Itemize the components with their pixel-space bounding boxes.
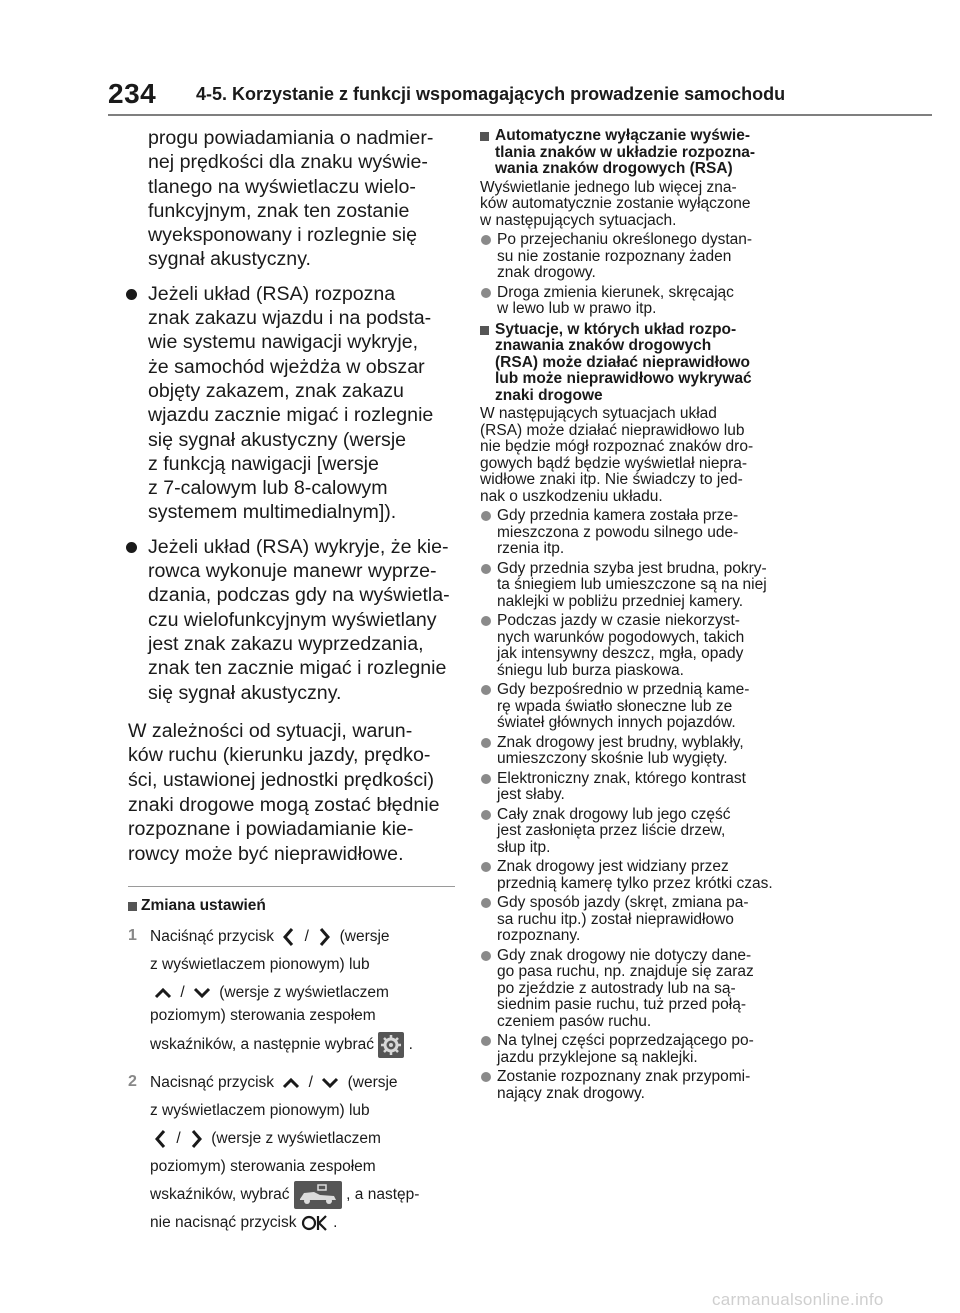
step-text: . [333,1214,338,1232]
heading-text [495,322,752,405]
text-line: mieszczona z powodu silnego ude- [497,523,739,541]
text-line: nych warunków pogodowych, takich [497,628,745,646]
text-line: funkcyjnym, znak ten zostanie [148,199,410,222]
bullet-dot [481,738,491,748]
text-line: w następujących sytuacjach. [480,211,677,229]
bullet-item [480,735,810,768]
bullet-item [480,948,810,1031]
text-line: tlanego na wyświetlaczu wielo- [148,175,416,198]
step-2 [120,1069,455,1237]
chevron-right-icon [185,1127,207,1151]
text-line: się sygnał akustyczny (wersje [148,428,407,451]
heading-square-icon [480,326,489,335]
text-line: z 7-calowym lub 8-calowym [148,477,388,500]
text-line: świateł głównych innych pojazdów. [497,714,736,731]
text-line: jest zasłonięta przez liście drzew, [497,822,726,839]
bullet-dot [481,1036,491,1046]
text-line: w lewo lub w prawo itp. [497,300,657,317]
slash: / [308,1074,313,1092]
bullet-text [497,285,810,318]
bullet-dot [481,1072,491,1082]
text-line: sygnał akustyczny. [148,248,311,271]
bullet-text [497,735,810,768]
gear-icon [378,1032,404,1058]
text-line: wania znaków drogowych (RSA) [495,160,733,177]
heading-square-icon [128,902,137,911]
bullet-item [480,1069,810,1102]
chevron-up-icon [278,1073,304,1093]
bullet-item [480,771,810,804]
step-text: poziomym) sterowania zespołem [150,1158,376,1176]
heading-malfunction [480,322,810,405]
text-line: jak intensywny deszcz, mgła, opady [497,645,744,662]
text-line: systemem multimedialnym]). [148,501,397,524]
text-line: znak zakazu wjazdu i na podsta- [148,307,432,330]
text-line: czeniem pasów ruchu. [497,1012,652,1030]
step-text: nie nacisnąć przycisk [150,1214,297,1232]
bullet-text [497,1069,810,1102]
text-line: ści, ustawionej jednostki prędkości) [128,769,435,792]
bullet-item [480,895,810,945]
bullet-text [497,859,810,892]
text-line: Cały znak drogowy lub jego część [497,805,731,823]
text-line: rozpoznany. [497,927,581,944]
text-line: gowych bądź będzie wyświetlał niepra- [480,454,748,472]
section-title: 4-5. Korzystanie z funkcji wspomagających prowadzenie samochodu [196,84,786,104]
step-1 [120,923,455,1059]
text-line: przednią kamerę tylko przez krótki czas. [497,874,773,892]
step-text: poziomym) sterowania zespołem [150,1007,376,1025]
bullet-dot [481,616,491,626]
ok-button-icon [301,1213,329,1233]
text-line: jest znak zakazu wyprzedzania, [148,632,424,655]
text-line: Elektroniczny znak, którego kontrast [497,769,746,787]
text-line: jest słaby. [497,786,565,803]
text-line: ków ruchu (kierunku jazdy, prędko- [128,744,431,767]
bullet-no-overtaking [120,535,455,705]
bullet-text [148,282,455,525]
bullet-text [497,561,810,611]
step-text: Naciśnąć przycisk [150,928,275,946]
text-line: go pasa ruchu, np. znajduje się zaraz [497,963,754,980]
bullet-item [480,859,810,892]
text-line: su nie zostanie rozpoznany żaden [497,247,732,265]
malfunction-bullets [480,508,810,1102]
bullet-no-entry [120,282,455,525]
bullet-text [497,895,810,945]
bullet-dot [481,774,491,784]
bullet-item [480,613,810,679]
text-line: znaki drogowe mogą zostać błędnie [128,793,440,816]
heading-square-icon [480,132,489,141]
bullet-text [497,771,810,804]
text-line: Jeżeli układ (RSA) rozpozna [148,282,396,305]
text-line: Podczas jazdy w czasie niekorzyst- [497,612,740,629]
continuation-text [120,126,455,272]
text-line: progu powiadamiania o nadmier- [148,127,434,149]
bullet-dot [481,898,491,908]
bullet-dot [126,542,137,553]
heading-auto-off [480,128,810,178]
bullet-item [480,807,810,857]
text-line: Gdy bezpośrednio w przednią kame- [497,681,750,698]
header-rule [108,114,932,116]
chevron-right-icon [313,925,335,949]
text-line: Po przejechaniu określonego dystan- [497,231,753,248]
bullet-dot [481,511,491,521]
text-line: Gdy sposób jazdy (skręt, zmiana pa- [497,894,749,911]
text-line: nający znak drogowy. [497,1084,645,1102]
malfunction-intro [480,406,810,505]
text-line: Wyświetlanie jednego lub więcej zna- [480,178,737,196]
text-line: Jeżeli układ (RSA) wykryje, że kie- [148,535,449,558]
bullet-text [497,1033,810,1066]
text-line: naklejki w pobliżu przedniej kamery. [497,592,744,610]
text-line: nej prędkości dla znaku wyświe- [148,151,428,174]
text-line: wjazdu zacznie migać i rozlegnie [148,404,434,427]
bullet-dot [481,288,491,298]
text-line: znaki drogowe [495,386,603,404]
text-line: lub może nieprawidłowo wykrywać [495,370,752,387]
step-number: 2 [128,1073,137,1091]
text-line: czu wielofunkcyjnym wyświetlany [148,608,437,631]
text-line: znak drogowy. [497,264,596,281]
bullet-dot [481,685,491,695]
text-line: tlania znaków w układzie rozpozna- [495,143,756,161]
left-column [120,126,455,1237]
text-line: rowcy może być nieprawidłowe. [128,842,404,865]
text-line: Znak drogowy jest brudny, wyblakły, [497,733,744,751]
text-line: sa ruchu itp.) został nieprawidłowo [497,910,734,928]
step-text: , a następ- [346,1186,420,1204]
text-line: się sygnał akustyczny. [148,681,342,704]
page-number: 234 [108,78,157,109]
text-line: Na tylnej części poprzedzającego po- [497,1032,754,1049]
bullet-text [497,948,810,1031]
text-line: Gdy znak drogowy nie dotyczy dane- [497,946,752,964]
step-text: Nacisnąć przycisk [150,1074,275,1092]
step-text: z wyświetlaczem pionowym) lub [150,956,370,974]
bullet-dot [481,951,491,961]
bullet-item [480,682,810,732]
text-line: ta śniegiem lub umieszczone są na niej [497,576,767,593]
text-line: że samochód wjeżdża w obszar [148,355,425,378]
step-text: z wyświetlaczem pionowym) lub [150,1102,370,1120]
slash: / [304,928,309,946]
text-line: wie systemu nawigacji wykryje, [148,331,419,354]
bullet-dot [481,235,491,245]
text-line: z funkcją nawigacji [wersje [148,452,379,475]
text-line: W następujących sytuacjach układ [480,405,717,422]
text-line: rzenia itp. [497,540,565,557]
bullet-dot [481,564,491,574]
auto-off-bullets [480,232,810,318]
text-line: Sytuacje, w których układ rozpo- [495,320,737,338]
bullet-dot [126,289,137,300]
recognition-note [120,719,455,867]
text-line: rowca wykonuje manewr wyprze- [148,560,437,583]
step-text: (wersje [347,1074,398,1092]
text-line: widłowe znaki itp. Nie świadczy to jed- [480,471,743,488]
car-sign-icon [294,1181,342,1209]
text-line: W zależności od sytuacji, warun- [128,719,413,742]
bullet-item [480,508,810,558]
text-line: Zostanie rozpoznany znak przypomi- [497,1068,751,1085]
chevron-down-icon [189,983,215,1003]
bullet-dot [481,862,491,872]
text-line: Gdy przednia kamera została prze- [497,507,739,524]
bullet-text [497,232,810,282]
text-line: siednim pasie ruchu, tuż przed połą- [497,996,746,1013]
chevron-down-icon [317,1073,343,1093]
text-line: słup itp. [497,838,551,856]
text-line: znak ten zacznie migać i rozlegnie [148,657,447,680]
bullet-text [497,682,810,732]
step-text: wskaźników, wybrać [150,1186,290,1204]
bullet-text [497,613,810,679]
text-line: nie będzie mógł rozpoznać znaków dro- [480,438,754,455]
text-line: wyeksponowany i rozlegnie się [148,224,418,247]
text-line: nak o uszkodzeniu układu. [480,487,663,505]
slash: / [176,1130,181,1148]
section-divider [128,886,455,887]
text-line: Znak drogowy jest widziany przez [497,858,729,875]
bullet-text [148,535,455,705]
text-line: ków automatycznie zostanie wyłączone [480,195,751,212]
step-text: (wersje [339,928,390,946]
text-line: objęty zakazem, znak zakazu [148,379,404,402]
settings-heading [128,897,455,915]
bullet-item [480,232,810,282]
heading-text [495,128,755,178]
bullet-item [480,561,810,611]
text-line: śniegu lub burza piaskowa. [497,661,684,679]
step-text: (wersje z wyświetlaczem [219,984,389,1002]
text-line: rozpoznane i powiadamianie kie- [128,818,414,841]
text-line: Gdy przednia szyba jest brudna, pokry- [497,559,767,577]
bullet-text [497,807,810,857]
text-line: rę wpada światło słoneczne lub ze [497,697,733,715]
chevron-left-icon [150,1127,172,1151]
text-line: Droga zmienia kierunek, skręcając [497,283,734,301]
text-line: znawania znaków drogowych [495,337,712,354]
watermark: carmanualsonline.info [712,1290,884,1309]
text-line: po zjeździe z autostrady lub na są- [497,979,736,997]
bullet-text [497,508,810,558]
bullet-item [480,1033,810,1066]
chevron-left-icon [278,925,300,949]
auto-off-intro [480,180,810,230]
step-text: (wersje z wyświetlaczem [211,1130,381,1148]
step-text: . [408,1036,413,1054]
text-line: umieszczony skośnie lub wygięty. [497,750,728,767]
slash: / [180,984,185,1002]
text-line: (RSA) może działać nieprawidłowo [495,353,750,371]
chevron-up-icon [150,983,176,1003]
page-header [0,0,960,120]
text-line: (RSA) może działać nieprawidłowo lub [480,421,745,439]
step-text: wskaźników, a następnie wybrać [150,1036,375,1054]
bullet-item [480,285,810,318]
settings-heading-text: Zmiana ustawień [141,897,266,915]
text-line: Automatyczne wyłączanie wyświe- [495,127,750,144]
text-line: jazdu przyklejone są naklejki. [497,1048,698,1066]
right-column [480,128,810,1102]
step-number: 1 [128,927,137,945]
bullet-dot [481,810,491,820]
text-line: dzania, podczas gdy na wyświetla- [148,584,450,607]
